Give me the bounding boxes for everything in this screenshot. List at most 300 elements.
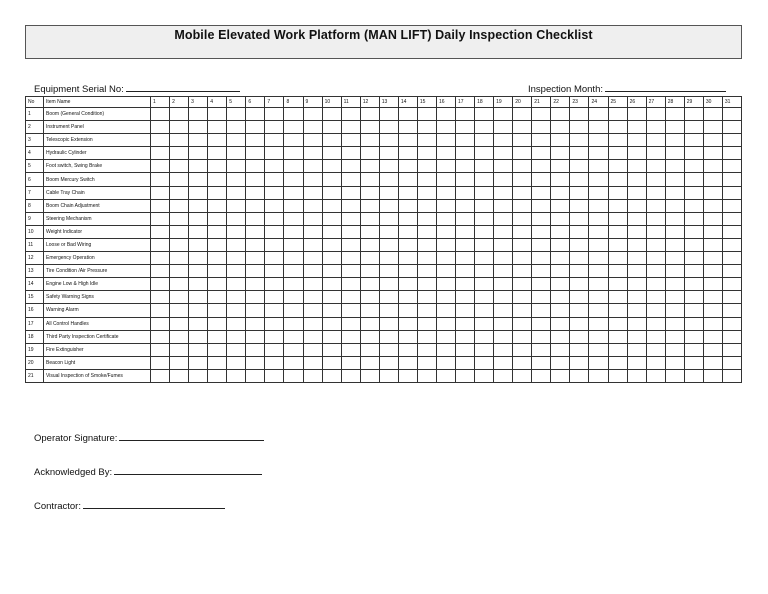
day-check-cell[interactable] [341,343,360,356]
day-check-cell[interactable] [417,160,436,173]
day-check-cell[interactable] [265,238,284,251]
day-check-cell[interactable] [265,186,284,199]
day-check-cell[interactable] [456,291,475,304]
day-check-cell[interactable] [608,134,627,147]
day-check-cell[interactable] [513,173,532,186]
day-check-cell[interactable] [722,212,741,225]
day-check-cell[interactable] [513,225,532,238]
day-check-cell[interactable] [170,199,189,212]
day-check-cell[interactable] [303,147,322,160]
day-check-cell[interactable] [341,252,360,265]
day-check-cell[interactable] [379,147,398,160]
day-check-cell[interactable] [551,173,570,186]
day-check-cell[interactable] [532,265,551,278]
day-check-cell[interactable] [170,265,189,278]
day-check-cell[interactable] [570,330,589,343]
day-check-cell[interactable] [208,304,227,317]
day-check-cell[interactable] [246,225,265,238]
day-check-cell[interactable] [494,121,513,134]
day-check-cell[interactable] [284,265,303,278]
day-check-cell[interactable] [627,238,646,251]
day-check-cell[interactable] [417,173,436,186]
day-check-cell[interactable] [703,317,722,330]
day-check-cell[interactable] [284,199,303,212]
day-check-cell[interactable] [246,121,265,134]
day-check-cell[interactable] [494,252,513,265]
day-check-cell[interactable] [398,173,417,186]
day-check-cell[interactable] [703,330,722,343]
day-check-cell[interactable] [170,147,189,160]
day-check-cell[interactable] [436,186,455,199]
day-check-cell[interactable] [703,121,722,134]
day-check-cell[interactable] [513,121,532,134]
day-check-cell[interactable] [646,134,665,147]
day-check-cell[interactable] [360,134,379,147]
day-check-cell[interactable] [646,317,665,330]
day-check-cell[interactable] [513,186,532,199]
day-check-cell[interactable] [608,317,627,330]
day-check-cell[interactable] [360,252,379,265]
day-check-cell[interactable] [379,291,398,304]
day-check-cell[interactable] [684,173,703,186]
day-check-cell[interactable] [646,186,665,199]
day-check-cell[interactable] [456,199,475,212]
day-check-cell[interactable] [303,212,322,225]
day-check-cell[interactable] [170,356,189,369]
day-check-cell[interactable] [436,356,455,369]
day-check-cell[interactable] [665,343,684,356]
day-check-cell[interactable] [665,238,684,251]
day-check-cell[interactable] [227,369,246,382]
day-check-cell[interactable] [417,291,436,304]
day-check-cell[interactable] [398,343,417,356]
day-check-cell[interactable] [665,147,684,160]
day-check-cell[interactable] [208,252,227,265]
day-check-cell[interactable] [608,356,627,369]
day-check-cell[interactable] [322,252,341,265]
day-check-cell[interactable] [303,238,322,251]
day-check-cell[interactable] [170,304,189,317]
day-check-cell[interactable] [398,330,417,343]
day-check-cell[interactable] [379,186,398,199]
day-check-cell[interactable] [456,317,475,330]
day-check-cell[interactable] [170,369,189,382]
day-check-cell[interactable] [646,369,665,382]
day-check-cell[interactable] [532,317,551,330]
day-check-cell[interactable] [589,160,608,173]
day-check-cell[interactable] [513,356,532,369]
day-check-cell[interactable] [398,238,417,251]
day-check-cell[interactable] [170,330,189,343]
day-check-cell[interactable] [322,291,341,304]
day-check-cell[interactable] [570,304,589,317]
day-check-cell[interactable] [627,330,646,343]
day-check-cell[interactable] [608,278,627,291]
day-check-cell[interactable] [284,343,303,356]
day-check-cell[interactable] [475,304,494,317]
day-check-cell[interactable] [227,225,246,238]
day-check-cell[interactable] [494,238,513,251]
day-check-cell[interactable] [684,186,703,199]
day-check-cell[interactable] [360,108,379,121]
day-check-cell[interactable] [417,252,436,265]
day-check-cell[interactable] [627,317,646,330]
day-check-cell[interactable] [303,121,322,134]
day-check-cell[interactable] [570,134,589,147]
day-check-cell[interactable] [532,252,551,265]
day-check-cell[interactable] [227,186,246,199]
day-check-cell[interactable] [436,225,455,238]
day-check-cell[interactable] [475,108,494,121]
day-check-cell[interactable] [551,238,570,251]
day-check-cell[interactable] [417,147,436,160]
day-check-cell[interactable] [227,356,246,369]
day-check-cell[interactable] [703,199,722,212]
day-check-cell[interactable] [170,278,189,291]
day-check-cell[interactable] [436,252,455,265]
day-check-cell[interactable] [322,108,341,121]
acknowledged-by-blank[interactable] [114,465,262,475]
day-check-cell[interactable] [703,173,722,186]
day-check-cell[interactable] [265,291,284,304]
day-check-cell[interactable] [284,121,303,134]
day-check-cell[interactable] [608,291,627,304]
day-check-cell[interactable] [456,147,475,160]
day-check-cell[interactable] [303,160,322,173]
day-check-cell[interactable] [494,317,513,330]
day-check-cell[interactable] [417,356,436,369]
day-check-cell[interactable] [417,369,436,382]
day-check-cell[interactable] [513,343,532,356]
day-check-cell[interactable] [151,186,170,199]
day-check-cell[interactable] [436,212,455,225]
day-check-cell[interactable] [627,265,646,278]
day-check-cell[interactable] [570,199,589,212]
day-check-cell[interactable] [551,343,570,356]
day-check-cell[interactable] [532,278,551,291]
day-check-cell[interactable] [627,278,646,291]
day-check-cell[interactable] [265,265,284,278]
day-check-cell[interactable] [494,356,513,369]
day-check-cell[interactable] [494,173,513,186]
day-check-cell[interactable] [170,238,189,251]
day-check-cell[interactable] [665,265,684,278]
day-check-cell[interactable] [227,147,246,160]
day-check-cell[interactable] [627,212,646,225]
day-check-cell[interactable] [322,369,341,382]
day-check-cell[interactable] [665,252,684,265]
day-check-cell[interactable] [379,212,398,225]
day-check-cell[interactable] [684,134,703,147]
day-check-cell[interactable] [551,186,570,199]
day-check-cell[interactable] [551,134,570,147]
day-check-cell[interactable] [379,225,398,238]
day-check-cell[interactable] [494,369,513,382]
day-check-cell[interactable] [227,108,246,121]
day-check-cell[interactable] [151,330,170,343]
day-check-cell[interactable] [322,225,341,238]
day-check-cell[interactable] [646,199,665,212]
day-check-cell[interactable] [665,186,684,199]
day-check-cell[interactable] [608,108,627,121]
day-check-cell[interactable] [684,147,703,160]
day-check-cell[interactable] [646,304,665,317]
day-check-cell[interactable] [189,356,208,369]
day-check-cell[interactable] [151,369,170,382]
day-check-cell[interactable] [703,147,722,160]
day-check-cell[interactable] [284,134,303,147]
day-check-cell[interactable] [322,356,341,369]
day-check-cell[interactable] [436,304,455,317]
day-check-cell[interactable] [684,356,703,369]
day-check-cell[interactable] [379,121,398,134]
day-check-cell[interactable] [360,356,379,369]
day-check-cell[interactable] [684,330,703,343]
day-check-cell[interactable] [684,343,703,356]
day-check-cell[interactable] [722,173,741,186]
day-check-cell[interactable] [494,212,513,225]
day-check-cell[interactable] [189,121,208,134]
day-check-cell[interactable] [360,186,379,199]
day-check-cell[interactable] [703,160,722,173]
day-check-cell[interactable] [532,330,551,343]
day-check-cell[interactable] [303,108,322,121]
day-check-cell[interactable] [665,225,684,238]
day-check-cell[interactable] [265,252,284,265]
day-check-cell[interactable] [341,225,360,238]
day-check-cell[interactable] [398,252,417,265]
day-check-cell[interactable] [246,160,265,173]
day-check-cell[interactable] [208,356,227,369]
day-check-cell[interactable] [227,278,246,291]
day-check-cell[interactable] [151,147,170,160]
day-check-cell[interactable] [398,121,417,134]
day-check-cell[interactable] [646,108,665,121]
day-check-cell[interactable] [227,343,246,356]
day-check-cell[interactable] [608,212,627,225]
day-check-cell[interactable] [722,252,741,265]
day-check-cell[interactable] [456,173,475,186]
day-check-cell[interactable] [475,278,494,291]
day-check-cell[interactable] [608,330,627,343]
day-check-cell[interactable] [494,291,513,304]
day-check-cell[interactable] [722,369,741,382]
day-check-cell[interactable] [608,186,627,199]
day-check-cell[interactable] [170,291,189,304]
day-check-cell[interactable] [398,291,417,304]
day-check-cell[interactable] [722,186,741,199]
day-check-cell[interactable] [456,238,475,251]
day-check-cell[interactable] [189,147,208,160]
day-check-cell[interactable] [627,369,646,382]
day-check-cell[interactable] [341,199,360,212]
day-check-cell[interactable] [722,108,741,121]
day-check-cell[interactable] [360,369,379,382]
day-check-cell[interactable] [570,238,589,251]
day-check-cell[interactable] [627,304,646,317]
day-check-cell[interactable] [208,238,227,251]
day-check-cell[interactable] [322,199,341,212]
day-check-cell[interactable] [284,108,303,121]
day-check-cell[interactable] [341,134,360,147]
day-check-cell[interactable] [456,225,475,238]
day-check-cell[interactable] [417,304,436,317]
day-check-cell[interactable] [456,343,475,356]
day-check-cell[interactable] [170,121,189,134]
day-check-cell[interactable] [341,212,360,225]
day-check-cell[interactable] [379,317,398,330]
day-check-cell[interactable] [665,212,684,225]
day-check-cell[interactable] [608,238,627,251]
day-check-cell[interactable] [341,317,360,330]
day-check-cell[interactable] [227,134,246,147]
day-check-cell[interactable] [360,160,379,173]
day-check-cell[interactable] [341,330,360,343]
day-check-cell[interactable] [189,134,208,147]
day-check-cell[interactable] [284,212,303,225]
day-check-cell[interactable] [360,199,379,212]
day-check-cell[interactable] [303,343,322,356]
day-check-cell[interactable] [627,356,646,369]
day-check-cell[interactable] [227,317,246,330]
day-check-cell[interactable] [646,238,665,251]
day-check-cell[interactable] [360,147,379,160]
day-check-cell[interactable] [436,108,455,121]
day-check-cell[interactable] [151,252,170,265]
day-check-cell[interactable] [456,265,475,278]
day-check-cell[interactable] [227,291,246,304]
day-check-cell[interactable] [722,265,741,278]
day-check-cell[interactable] [532,108,551,121]
inspection-month-blank[interactable] [605,82,726,92]
day-check-cell[interactable] [684,212,703,225]
day-check-cell[interactable] [189,199,208,212]
day-check-cell[interactable] [246,212,265,225]
day-check-cell[interactable] [589,291,608,304]
day-check-cell[interactable] [265,343,284,356]
day-check-cell[interactable] [398,265,417,278]
day-check-cell[interactable] [456,212,475,225]
day-check-cell[interactable] [284,186,303,199]
day-check-cell[interactable] [322,304,341,317]
day-check-cell[interactable] [551,252,570,265]
day-check-cell[interactable] [570,173,589,186]
day-check-cell[interactable] [322,173,341,186]
day-check-cell[interactable] [322,160,341,173]
day-check-cell[interactable] [208,343,227,356]
day-check-cell[interactable] [646,278,665,291]
day-check-cell[interactable] [360,278,379,291]
day-check-cell[interactable] [608,147,627,160]
day-check-cell[interactable] [284,225,303,238]
day-check-cell[interactable] [456,121,475,134]
day-check-cell[interactable] [551,265,570,278]
day-check-cell[interactable] [189,212,208,225]
day-check-cell[interactable] [170,173,189,186]
day-check-cell[interactable] [322,186,341,199]
day-check-cell[interactable] [189,304,208,317]
day-check-cell[interactable] [246,186,265,199]
day-check-cell[interactable] [494,265,513,278]
day-check-cell[interactable] [303,199,322,212]
day-check-cell[interactable] [646,121,665,134]
day-check-cell[interactable] [151,212,170,225]
day-check-cell[interactable] [379,265,398,278]
day-check-cell[interactable] [322,147,341,160]
day-check-cell[interactable] [570,225,589,238]
day-check-cell[interactable] [551,304,570,317]
day-check-cell[interactable] [303,278,322,291]
day-check-cell[interactable] [265,160,284,173]
day-check-cell[interactable] [227,199,246,212]
day-check-cell[interactable] [360,173,379,186]
day-check-cell[interactable] [189,108,208,121]
day-check-cell[interactable] [722,330,741,343]
day-check-cell[interactable] [627,225,646,238]
day-check-cell[interactable] [589,186,608,199]
day-check-cell[interactable] [608,225,627,238]
day-check-cell[interactable] [475,356,494,369]
day-check-cell[interactable] [398,186,417,199]
day-check-cell[interactable] [227,212,246,225]
day-check-cell[interactable] [551,147,570,160]
day-check-cell[interactable] [570,369,589,382]
day-check-cell[interactable] [208,108,227,121]
day-check-cell[interactable] [189,186,208,199]
day-check-cell[interactable] [532,343,551,356]
day-check-cell[interactable] [722,278,741,291]
day-check-cell[interactable] [513,147,532,160]
day-check-cell[interactable] [436,265,455,278]
day-check-cell[interactable] [436,134,455,147]
day-check-cell[interactable] [341,356,360,369]
day-check-cell[interactable] [703,225,722,238]
day-check-cell[interactable] [303,225,322,238]
day-check-cell[interactable] [417,212,436,225]
day-check-cell[interactable] [227,265,246,278]
day-check-cell[interactable] [551,317,570,330]
day-check-cell[interactable] [436,291,455,304]
day-check-cell[interactable] [589,252,608,265]
day-check-cell[interactable] [360,265,379,278]
day-check-cell[interactable] [246,173,265,186]
day-check-cell[interactable] [284,304,303,317]
day-check-cell[interactable] [703,186,722,199]
day-check-cell[interactable] [246,369,265,382]
day-check-cell[interactable] [284,252,303,265]
day-check-cell[interactable] [646,160,665,173]
day-check-cell[interactable] [551,330,570,343]
day-check-cell[interactable] [722,317,741,330]
day-check-cell[interactable] [589,225,608,238]
day-check-cell[interactable] [684,160,703,173]
day-check-cell[interactable] [532,186,551,199]
day-check-cell[interactable] [227,304,246,317]
day-check-cell[interactable] [570,317,589,330]
day-check-cell[interactable] [398,212,417,225]
day-check-cell[interactable] [684,278,703,291]
day-check-cell[interactable] [551,199,570,212]
day-check-cell[interactable] [303,291,322,304]
day-check-cell[interactable] [341,121,360,134]
day-check-cell[interactable] [684,265,703,278]
day-check-cell[interactable] [456,304,475,317]
day-check-cell[interactable] [475,317,494,330]
day-check-cell[interactable] [532,304,551,317]
day-check-cell[interactable] [456,108,475,121]
day-check-cell[interactable] [646,212,665,225]
day-check-cell[interactable] [646,252,665,265]
